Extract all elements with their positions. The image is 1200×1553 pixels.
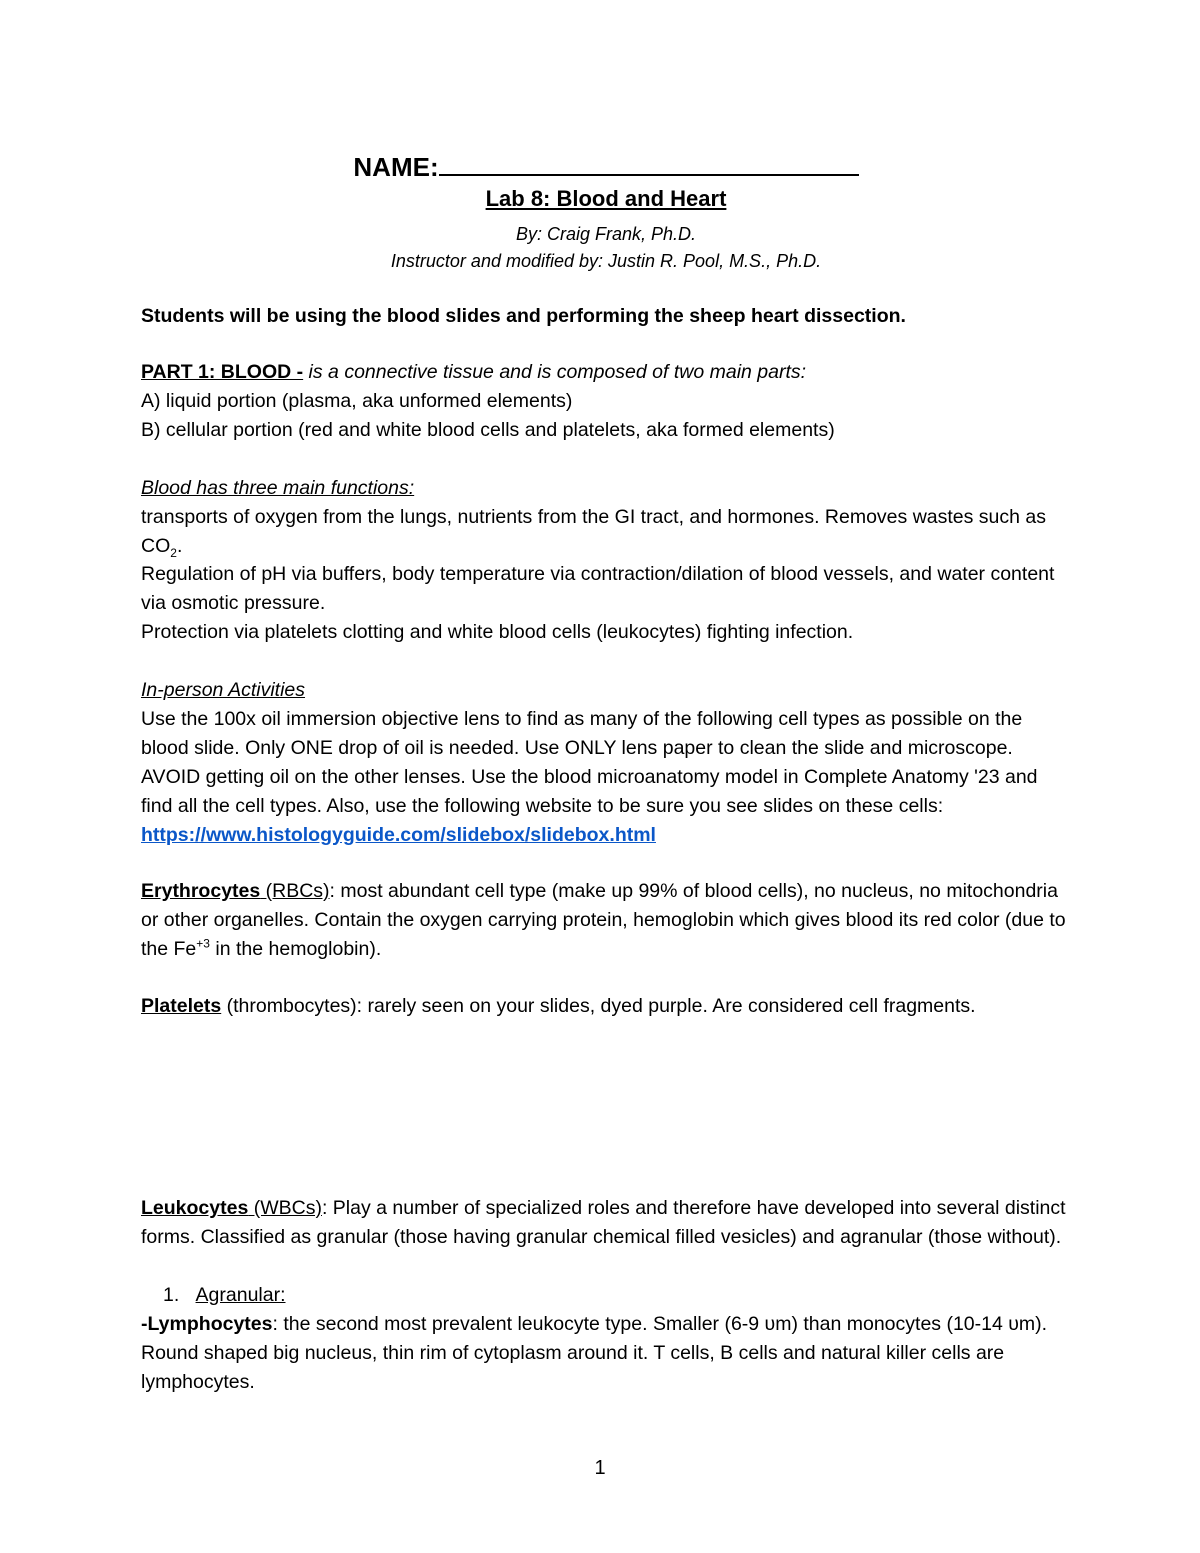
lymphocytes-term: -Lymphocytes [141, 1313, 273, 1335]
name-field-row [141, 150, 1071, 183]
name-label: NAME: [353, 152, 439, 182]
activities-heading: In-person Activities [141, 679, 306, 701]
leukocytes-paragraph [141, 1194, 1071, 1252]
iron-charge-superscript: +3 [196, 936, 210, 951]
agranular-label: Agranular: [195, 1284, 286, 1306]
erythrocytes-end: in the hemoglobin). [209, 938, 382, 960]
part1-item-a: A) liquid portion (plasma, aka unformed elements) [141, 390, 573, 412]
erythrocytes-abbr: (RBCs) [260, 880, 330, 902]
leukocytes-text: : Play a number of specialized roles and therefore have developed into several distinct forms. Classified as granular (those having granular chemical filled vesicles) and agranular (those without). [141, 1197, 1066, 1248]
leukocytes-term: Leukocytes [141, 1197, 249, 1219]
function-protection: Protection via platelets clotting and white blood cells (leukocytes) fighting infection. [141, 621, 854, 643]
activities-text: Use the 100x oil immersion objective lens to find as many of the following cell types as possible on the blood slide. Only ONE drop of oil is needed. Use ONLY lens paper to clean the slide and microscope. AVOID getting oil on the other lenses. Use the blood microanatomy model in Complete Anatomy '23 and find all the cell types. Also, use the following website to be sure you see slides on these cells: [141, 708, 1038, 817]
list-number: 1. [163, 1284, 180, 1306]
co2-subscript: 2 [170, 545, 177, 560]
page-number: 1 [594, 1457, 606, 1479]
part1-item-b: B) cellular portion (red and white blood cells and platelets, aka formed elements) [141, 419, 835, 441]
function-transport [141, 503, 1071, 561]
functions-heading: Blood has three main functions: [141, 477, 415, 499]
modified-by-line: Instructor and modified by: Justin R. Pool, M.S., Ph.D. [390, 251, 822, 271]
leukocytes-abbr: (WBCs) [248, 1197, 322, 1219]
erythrocytes-term: Erythrocytes [141, 880, 261, 902]
name-blank-line[interactable] [439, 150, 859, 176]
part1-description: is a connective tissue and is composed of two main parts: [303, 361, 807, 383]
activities-paragraph [141, 705, 1071, 850]
erythrocytes-paragraph [141, 877, 1071, 964]
function-regulation: Regulation of pH via buffers, body temperature via contraction/dilation of blood vessels, and water content via osmotic pressure. [141, 563, 1055, 614]
platelets-paragraph [141, 992, 1071, 1021]
lab-title: Lab 8: Blood and Heart [485, 186, 727, 211]
part1-heading-row [141, 358, 1071, 387]
function-transport-text: transports of oxygen from the lungs, nutrients from the GI tract, and hormones. Removes wastes such as CO [141, 506, 1046, 557]
histologyguide-link[interactable]: https://www.histologyguide.com/slidebox/slidebox.html [141, 824, 656, 846]
erythrocytes-text: : most abundant cell type (make up 99% of blood cells), no nucleus, no mitochondria or other organelles. Contain the oxygen carrying protein, hemoglobin which gives blood its red color (due to the Fe [141, 880, 1066, 960]
agranular-list-item [163, 1281, 1071, 1310]
function-transport-end: . [176, 535, 183, 557]
platelets-text: (thrombocytes): rarely seen on your slides, dyed purple. Are considered cell fragments. [221, 995, 976, 1017]
author-line: By: Craig Frank, Ph.D. [515, 224, 697, 244]
intro-statement: Students will be using the blood slides and performing the sheep heart dissection. [141, 305, 906, 327]
platelets-term: Platelets [141, 995, 222, 1017]
part1-heading: PART 1: BLOOD - [141, 361, 304, 383]
lymphocytes-text: : the second most prevalent leukocyte type. Smaller (6-9 υm) than monocytes (10-14 υm). Round shaped big nucleus, thin rim of cytoplasm around it. T cells, B cells and natural killer cells are lymphocytes. [141, 1313, 1048, 1393]
lymphocytes-paragraph [141, 1310, 1071, 1397]
